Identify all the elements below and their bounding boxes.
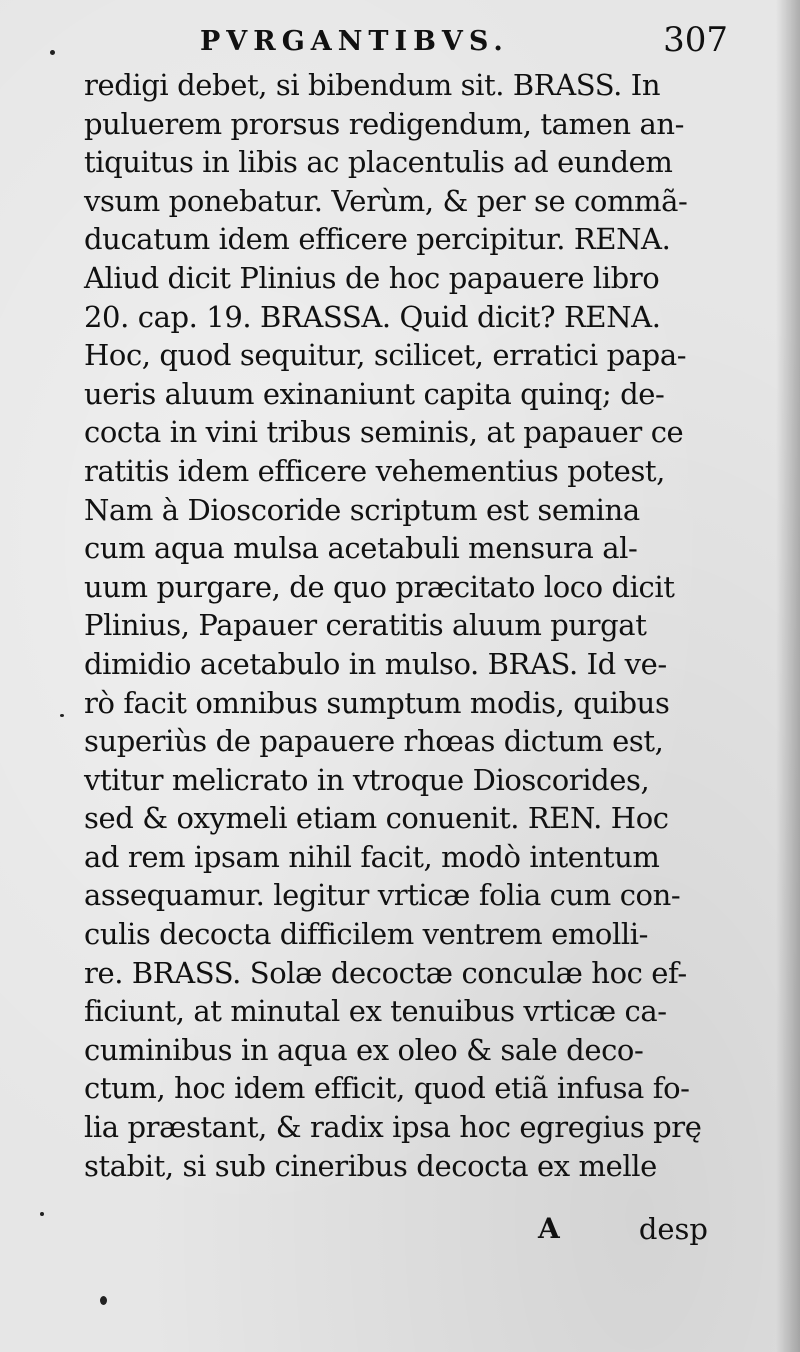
catchword: desp bbox=[638, 1212, 708, 1246]
text-line: Plinius, Papauer ceratitis aluum purgat bbox=[84, 608, 647, 643]
text-line: ctum, hoc idem efficit, quod etiã infusa fo- bbox=[84, 1071, 690, 1106]
text-line: re. BRASS. Solæ decoctæ conculæ hoc ef- bbox=[84, 955, 687, 990]
text-line: cuminibus in aqua ex oleo & sale deco- bbox=[84, 1032, 644, 1067]
text-line: cocta in vini tribus seminis, at papauer ce bbox=[84, 415, 684, 450]
text-line: assequamur. legitur vrticæ folia cum con- bbox=[84, 878, 681, 913]
page-number: 307 bbox=[663, 20, 728, 60]
text-line: Nam à Dioscoride scriptum est semina bbox=[84, 492, 640, 527]
text-line: ueris aluum exinaniunt capita quinq; de- bbox=[84, 376, 665, 411]
page-footer bbox=[84, 1212, 714, 1256]
ink-speck bbox=[40, 1212, 44, 1216]
page-gutter-shadow bbox=[776, 0, 800, 1352]
body-text bbox=[84, 66, 724, 1185]
text-line: redigi debet, si bibendum sit. BRASS. In bbox=[84, 68, 661, 102]
text-line: puluerem prorsus redigendum, tamen an- bbox=[84, 106, 685, 141]
text-line: ficiunt, at minutal ex tenuibus vrticæ ca- bbox=[84, 994, 667, 1029]
text-line: ratitis idem efficere vehementius potest, bbox=[84, 453, 666, 488]
text-line: Hoc, quod sequitur, scilicet, erratici papa- bbox=[84, 338, 687, 373]
signature-mark: A bbox=[538, 1212, 560, 1245]
text-line: cum aqua mulsa acetabuli mensura al- bbox=[84, 531, 638, 566]
text-line: Aliud dicit Plinius de hoc papauere libro bbox=[84, 260, 660, 295]
text-line: 20. cap. 19. BRASSA. Quid dicit? RENA. bbox=[84, 299, 661, 334]
text-line: superiùs de papauere rhœas dictum est, bbox=[84, 724, 664, 759]
text-line: stabit, si sub cineribus decocta ex melle bbox=[84, 1148, 657, 1183]
text-line: ad rem ipsam nihil facit, modò intentum bbox=[84, 839, 660, 874]
running-title: PVRGANTIBVS. bbox=[200, 26, 509, 57]
text-line: lia præstant, & radix ipsa hoc egregius prę bbox=[84, 1110, 702, 1145]
text-line: vsum ponebatur. Verùm, & per se commã- bbox=[84, 183, 688, 218]
text-line: culis decocta difficilem ventrem emolli- bbox=[84, 917, 649, 952]
text-line: vtitur melicrato in vtroque Dioscorides, bbox=[84, 762, 650, 797]
ink-speck bbox=[50, 50, 55, 55]
page-header bbox=[200, 20, 728, 64]
text-line: uum purgare, de quo præcitato loco dicit bbox=[84, 569, 675, 604]
text-line: rò facit omnibus sumptum modis, quibus bbox=[84, 685, 670, 720]
text-line: dimidio acetabulo in mulso. BRAS. Id ve- bbox=[84, 646, 667, 681]
ink-speck bbox=[100, 1296, 107, 1305]
text-line: ducatum idem efficere percipitur. RENA. bbox=[84, 222, 671, 257]
text-line: sed & oxymeli etiam conuenit. REN. Hoc bbox=[84, 801, 669, 836]
ink-speck bbox=[60, 714, 64, 717]
text-line: tiquitus in libis ac placentulis ad eundem bbox=[84, 145, 673, 180]
